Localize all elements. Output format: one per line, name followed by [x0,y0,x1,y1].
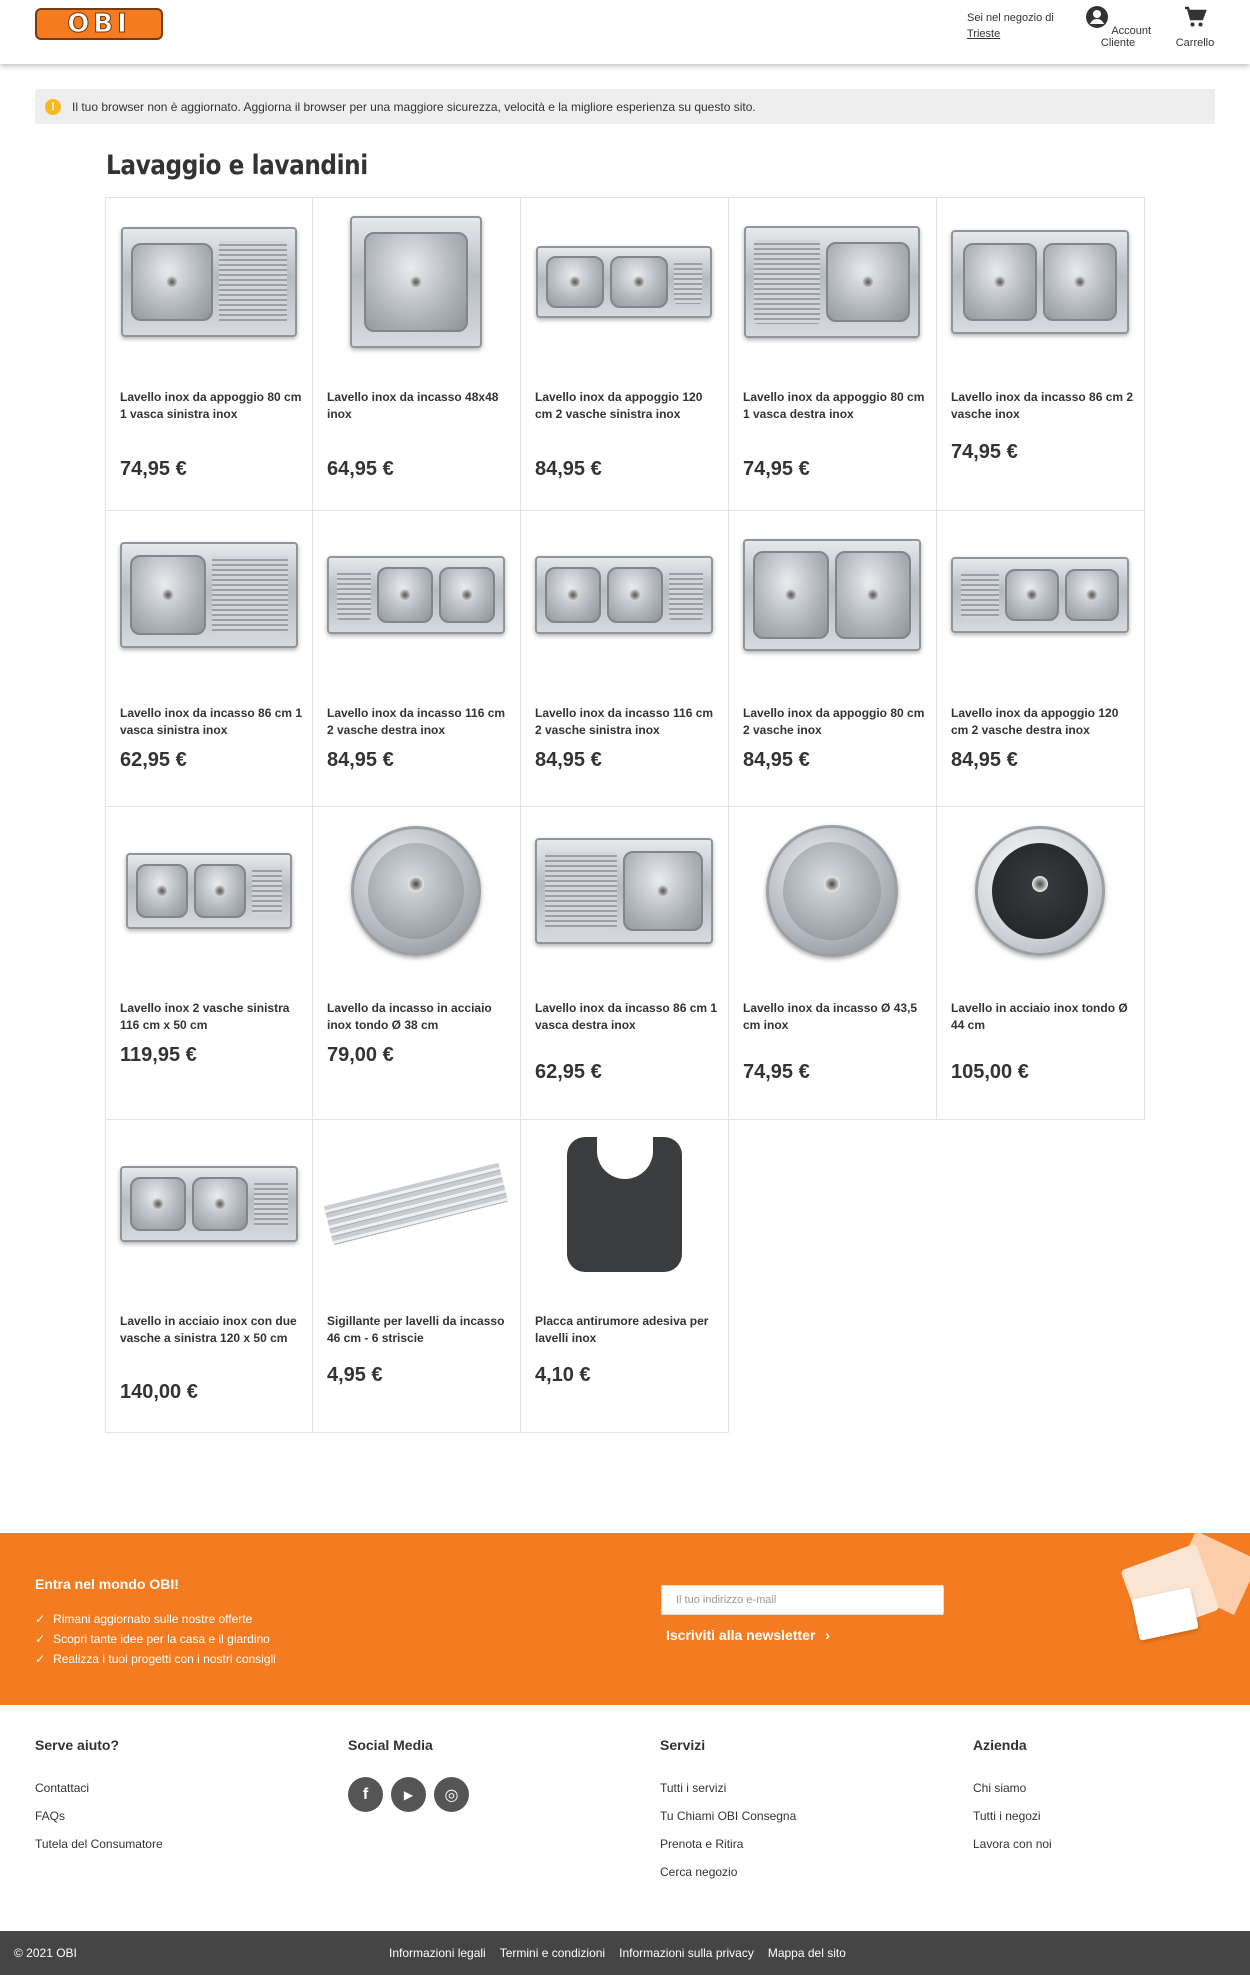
product-price: 62,95 € [120,749,187,771]
product-price: 4,95 € [327,1364,383,1386]
footer-link-contattaci[interactable]: Contattaci [35,1781,90,1795]
product-card[interactable] [313,1120,521,1433]
product-image[interactable] [739,212,925,352]
product-price: 4,10 € [535,1364,591,1386]
product-card[interactable] [937,807,1145,1120]
product-price: 119,95 € [120,1044,197,1066]
product-price: 64,95 € [327,458,394,480]
footer-link-faqs[interactable]: FAQs [35,1809,66,1823]
legal-link-mappa[interactable]: Mappa del sito [767,1946,846,1960]
newsletter-benefit: ✓ Scopri tante idee per la casa e il giardino [35,1629,276,1649]
footer-link-tutti-negozi[interactable]: Tutti i negozi [973,1809,1041,1823]
product-name[interactable]: Sigillante per lavelli da incasso 46 cm - 6 striscie [327,1314,505,1345]
product-image[interactable] [531,525,717,665]
product-image[interactable] [116,821,302,961]
legal-link-informazioni[interactable]: Informazioni legali [389,1946,486,1960]
footer-company-title: Azienda [973,1737,1027,1753]
product-name[interactable]: Lavello da incasso in acciaio inox tondo Ø 38 cm [327,1001,492,1032]
product-price: 62,95 € [535,1061,602,1083]
product-name[interactable]: Lavello inox da appoggio 80 cm 1 vasca destra inox [743,390,925,421]
product-image[interactable] [323,821,509,961]
product-price: 140,00 € [120,1381,198,1403]
footer-link-tutti-servizi[interactable]: Tutti i servizi [660,1781,727,1795]
product-name[interactable]: Placca antirumore adesiva per lavelli inox [535,1314,709,1345]
footer-services-title: Servizi [660,1737,706,1753]
product-card[interactable] [937,511,1145,807]
newsletter-title: Entra nel mondo OBI! [35,1576,179,1592]
chevron-right-icon: › [825,1627,830,1643]
product-image[interactable] [531,1134,717,1274]
cart-button[interactable] [1170,5,1220,49]
instagram-icon[interactable]: ◎ [434,1777,469,1812]
product-card[interactable] [313,197,521,511]
product-card[interactable] [937,197,1145,511]
product-image[interactable] [947,821,1133,961]
product-name[interactable]: Lavello in acciaio inox con due vasche a sinistra 120 x 50 cm [120,1314,297,1345]
store-selector [967,10,1054,42]
footer-company-column [973,1737,1052,1865]
legal-link-privacy[interactable]: Informazioni sulla privacy [619,1946,754,1960]
facebook-icon[interactable]: f [348,1777,383,1812]
product-card[interactable] [313,807,521,1120]
product-card[interactable] [729,197,937,511]
footer-services-column [660,1737,796,1893]
product-row [105,807,1145,1120]
subscribe-label: Iscriviti alla newsletter [666,1627,816,1643]
newsletter-section [0,1533,1250,1705]
account-button[interactable] [1078,5,1158,49]
copyright: © 2021 OBI [14,1946,77,1960]
product-price: 84,95 € [743,749,810,771]
product-price: 74,95 € [743,458,810,480]
product-price: 74,95 € [743,1061,810,1083]
product-name[interactable]: Lavello inox da appoggio 80 cm 1 vasca sinistra inox [120,390,302,421]
product-name[interactable]: Lavello inox da incasso 86 cm 1 vasca destra inox [535,1001,718,1032]
legal-link-termini[interactable]: Termini e condizioni [499,1946,606,1960]
site-footer [0,1705,1250,1931]
browser-outdated-alert [35,89,1215,124]
product-grid [105,197,1145,1433]
product-card[interactable] [105,197,313,511]
footer-help-title: Serve aiuto? [35,1737,120,1753]
account-label: Account Cliente [1100,25,1152,49]
bottom-bar [0,1931,1250,1975]
product-image[interactable] [323,525,509,665]
product-image[interactable] [531,212,717,352]
product-price: 79,00 € [327,1044,394,1066]
footer-link-lavora[interactable]: Lavora con noi [973,1837,1052,1851]
product-card[interactable] [729,511,937,807]
newsletter-email-input[interactable]: Il tuo indirizzo e-mail [661,1585,944,1615]
product-image[interactable] [739,525,925,665]
newsletter-subscribe-button[interactable] [666,1627,830,1643]
site-header [0,0,1250,64]
page-title: Lavaggio e lavandini [106,150,368,181]
product-image[interactable] [323,212,509,352]
mailbox-illustration [1110,1543,1250,1653]
legal-links [389,1946,846,1960]
product-name[interactable]: Lavello inox da appoggio 120 cm 2 vasche sinistra inox [535,390,703,421]
obi-logo[interactable]: OBI [35,8,163,40]
product-name[interactable]: Lavello inox da incasso 116 cm 2 vasche destra inox [327,706,506,737]
warning-icon: ! [45,99,61,115]
product-card[interactable] [521,807,729,1120]
product-price: 74,95 € [120,458,187,480]
newsletter-benefit: ✓ Rimani aggiornato sulle nostre offerte [35,1609,276,1629]
product-image[interactable] [116,525,302,665]
product-row [105,511,1145,807]
footer-link-chi-siamo[interactable]: Chi siamo [973,1781,1027,1795]
user-icon [1085,5,1109,29]
footer-social-column [348,1737,469,1812]
product-card[interactable] [105,511,313,807]
product-name[interactable]: Lavello inox da incasso 48x48 inox [327,390,499,421]
product-price: 74,95 € [951,441,1018,463]
product-price: 84,95 € [535,749,602,771]
newsletter-benefits [35,1609,276,1669]
product-name[interactable]: Lavello inox da incasso 86 cm 1 vasca sinistra inox [120,706,303,737]
product-name[interactable]: Lavello inox da incasso 116 cm 2 vasche sinistra inox [535,706,714,737]
product-image[interactable] [116,212,302,352]
footer-link-consegna[interactable]: Tu Chiami OBI Consegna [660,1809,797,1823]
cart-label: Carrello [1175,37,1215,49]
footer-help-column [35,1737,163,1865]
footer-link-prenota[interactable]: Prenota e Ritira [660,1837,744,1851]
product-row [105,1120,1145,1433]
product-card[interactable] [521,1120,729,1433]
store-label: Sei nel negozio di [967,12,1054,24]
footer-link-tutela[interactable]: Tutela del Consumatore [35,1837,163,1851]
product-name[interactable]: Lavello inox da incasso 86 cm 2 vasche inox [951,390,1134,421]
product-card[interactable] [521,197,729,511]
product-image[interactable] [947,525,1133,665]
product-name[interactable]: Lavello in acciaio inox tondo Ø 44 cm [951,1001,1128,1032]
product-name[interactable]: Lavello inox da incasso Ø 43,5 cm inox [743,1001,918,1032]
product-name[interactable]: Lavello inox da appoggio 80 cm 2 vasche inox [743,706,925,737]
alert-text: Il tuo browser non è aggiornato. Aggiorna il browser per una maggiore sicurezza, velocità e la migliore esperienza su questo sito. [72,99,756,114]
newsletter-benefit: ✓ Realizza i tuoi progetti con i nostri consigli [35,1649,276,1669]
product-price: 84,95 € [535,458,602,480]
product-row [105,197,1145,511]
product-image[interactable] [739,821,925,961]
product-name[interactable]: Lavello inox da appoggio 120 cm 2 vasche destra inox [951,706,1119,737]
footer-link-cerca-negozio[interactable]: Cerca negozio [660,1865,738,1879]
product-card[interactable] [521,511,729,807]
product-image[interactable] [531,821,717,961]
product-card[interactable] [313,511,521,807]
social-icons [348,1777,469,1812]
cart-icon [1183,5,1207,29]
store-link[interactable]: Trieste [967,28,1001,40]
product-name[interactable]: Lavello inox 2 vasche sinistra 116 cm x 50 cm [120,1001,290,1032]
product-card[interactable] [105,807,313,1120]
product-image[interactable] [323,1134,509,1274]
product-image[interactable] [947,212,1133,352]
youtube-icon[interactable]: ▶ [391,1777,426,1812]
product-price: 84,95 € [327,749,394,771]
product-price: 84,95 € [951,749,1018,771]
product-image[interactable] [116,1134,302,1274]
product-price: 105,00 € [951,1061,1029,1083]
product-card[interactable] [729,807,937,1120]
footer-social-title: Social Media [348,1737,433,1753]
product-card[interactable] [105,1120,313,1433]
